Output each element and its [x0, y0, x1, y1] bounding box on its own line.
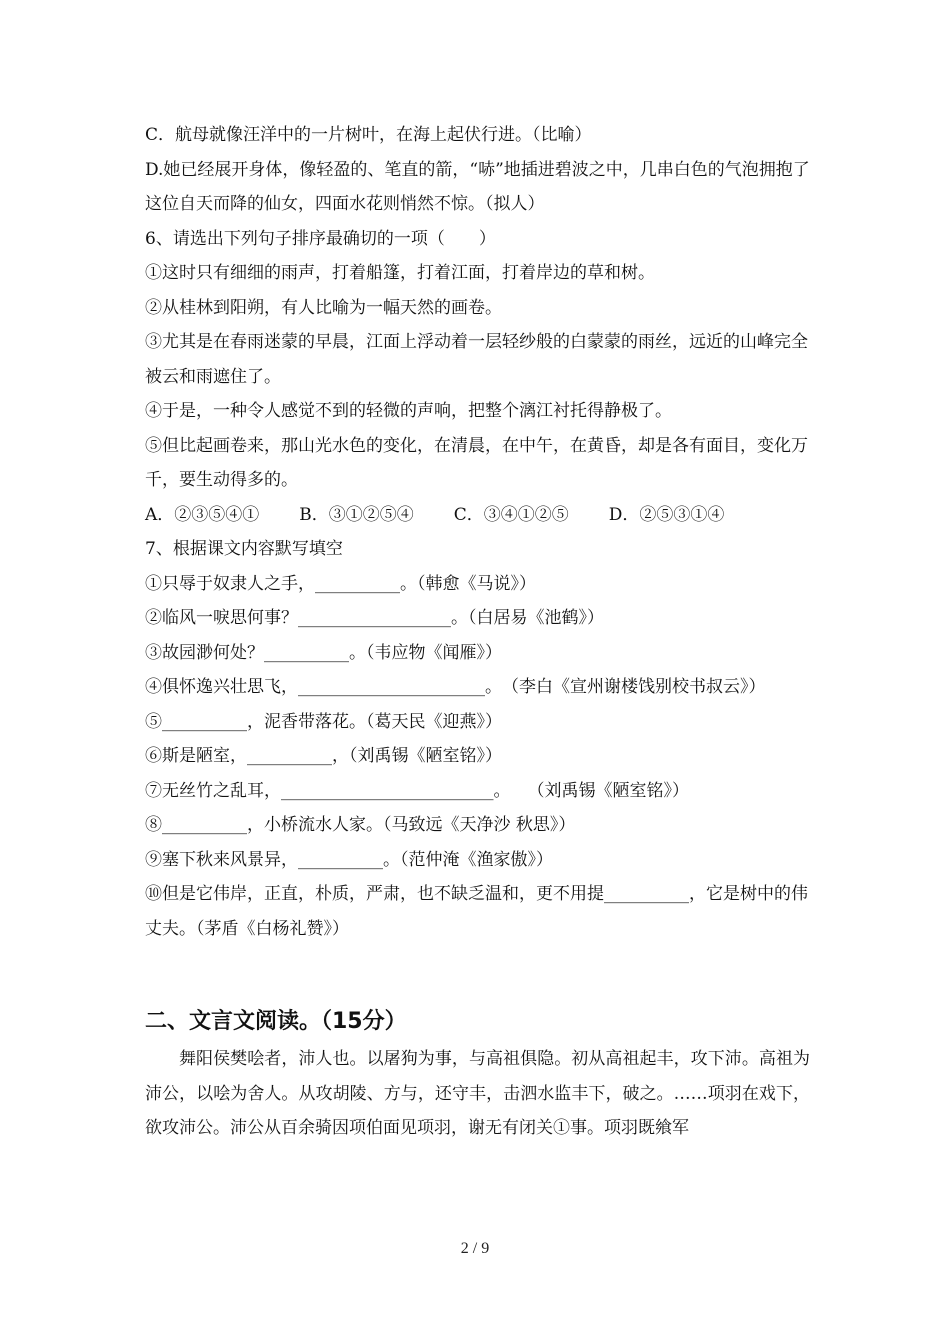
q6-option-c: C．③④①②⑤	[453, 504, 569, 525]
q6-item: ⑤但比起画卷来，那山光水色的变化，在清晨，在中午，在黄昏，却是各有面目，变化万千，要生动得多的。	[145, 435, 808, 490]
q6-item: ③尤其是在春雨迷蒙的早晨，江面上浮动着一层轻纱般的白蒙蒙的雨丝，远近的山峰完全被云和雨遮住了。	[145, 332, 808, 387]
q7-item: ⑧__________，小桥流水人家。（马致远《天净沙 秋思》）	[145, 815, 576, 835]
q7-item: ⑥斯是陋室，__________，（刘禹锡《陋室铭》）	[145, 746, 502, 766]
q6-item: ①这时只有细细的雨声，打着船篷，打着江面，打着岸边的草和树。	[145, 263, 655, 283]
q6-option-d: D．②⑤③①④	[608, 504, 725, 525]
q7-stem: 7、根据课文内容默写填空	[145, 539, 343, 559]
q6-item: ②从桂林到阳朔，有人比喻为一幅天然的画卷。	[145, 297, 502, 318]
q7-item: ④俱怀逸兴壮思飞，______________________。 （李白《宣州谢楼饯别校书叔云》）	[145, 677, 766, 697]
q7-item: ①只辱于奴隶人之手，__________。（韩愈《马说》）	[145, 573, 536, 594]
q7-item: ③故园渺何处？__________。（韦应物《闻雁》）	[145, 642, 502, 663]
q7-item: ⑤__________，泥香带落花。（葛天民《迎燕》）	[145, 711, 502, 732]
q7-item: ②临风一唳思何事？__________________。（白居易《池鹤》）	[145, 608, 604, 628]
q7-item: ⑨塞下秋来风景异，__________。（范仲淹《渔家傲》）	[145, 849, 553, 870]
q5-option-d: D.她已经展开身体，像轻盈的、笔直的箭，“哧”地插进碧波之中，几串白色的气泡拥抱了这位自天而降的仙女，四面水花则悄然不惊。（拟人）	[145, 159, 810, 214]
q6-option-b: B．③①②⑤④	[299, 504, 414, 525]
page-number: 2 / 9	[460, 1240, 490, 1257]
q6-option-a: A．②③⑤④①	[145, 504, 260, 525]
q7-item: ⑩但是它伟岸，正直，朴质，严肃，也不缺乏温和，更不用提__________，它是树中的伟丈夫。（茅盾《白杨礼赞》）	[145, 884, 808, 939]
q5-option-c: C．航母就像汪洋中的一片树叶，在海上起伏行进。（比喻）	[145, 125, 592, 145]
section-heading: 二、文言文阅读。（15分）	[145, 1009, 407, 1034]
classical-text-paragraph: 舞阳侯樊哙者，沛人也。以屠狗为事，与高祖俱隐。初从高祖起丰，攻下沛。高祖为沛公，以哙为舍人。从攻胡陵、方与，还守丰，击泗水监丰下，破之。……项羽在戏下，欲攻沛公。沛公从百余骑因项伯面见项羽，谢无有闭关①事。项羽既飨军	[145, 1049, 810, 1138]
q6-item: ④于是，一种令人感觉不到的轻微的声响，把整个漓江衬托得静极了。	[145, 401, 672, 421]
q6-options	[145, 498, 810, 533]
q6-stem: 6、请选出下列句子排序最确切的一项（ ）	[145, 228, 496, 249]
page-content	[145, 118, 810, 1146]
q7-item: ⑦无丝竹之乱耳，_________________________。 （刘禹锡《陋室铭》）	[145, 780, 689, 801]
